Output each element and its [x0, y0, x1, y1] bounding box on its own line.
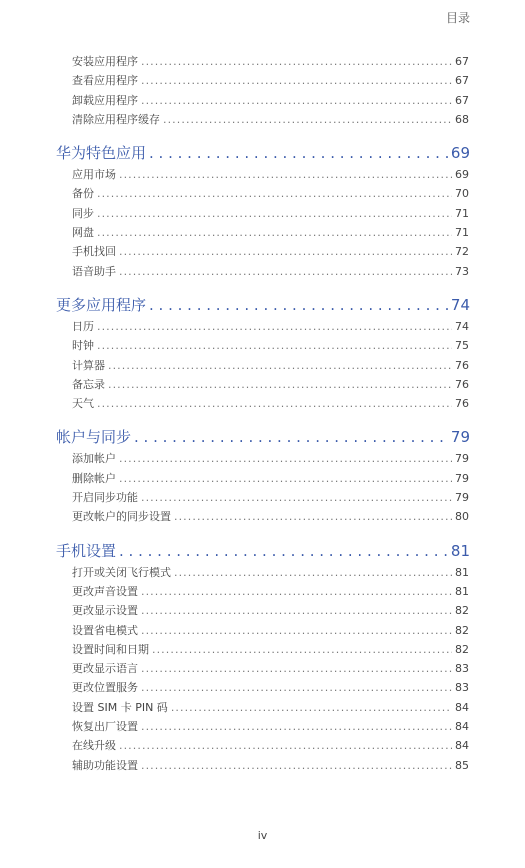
dot-leader: [119, 449, 452, 468]
toc-entry[interactable]: [72, 356, 469, 375]
dot-leader: [149, 141, 448, 165]
toc-pre-entries: [0, 52, 525, 129]
dot-leader: [141, 621, 452, 640]
toc-entry-page: 71: [455, 206, 469, 220]
dot-leader: [141, 756, 452, 775]
toc-entry-page: 84: [455, 720, 469, 734]
dot-leader: [141, 52, 452, 71]
dot-leader: [119, 262, 452, 281]
toc-entry[interactable]: [72, 184, 469, 203]
toc-entry[interactable]: [72, 582, 469, 601]
dot-leader: [134, 425, 448, 449]
toc-entry-page: 67: [455, 74, 469, 88]
toc-section-heading[interactable]: [56, 141, 470, 165]
toc-entry-page: 79: [455, 452, 469, 466]
dot-leader: [174, 507, 452, 526]
toc-entry-title: 天气: [72, 397, 94, 411]
toc-entry-page: 82: [455, 604, 469, 618]
toc-entry-title: 设置省电模式: [72, 623, 138, 637]
toc-entry-title: 卸载应用程序: [72, 93, 138, 107]
dot-leader: [141, 659, 452, 678]
toc-entry-page: 69: [455, 168, 469, 182]
toc-entry-page: 85: [455, 758, 469, 772]
toc-entry-title: 打开或关闭飞行模式: [72, 565, 171, 579]
toc-entry-page: 73: [455, 264, 469, 278]
dot-leader: [141, 717, 452, 736]
toc-entry[interactable]: [72, 717, 469, 736]
toc-entry-title: 更改显示语言: [72, 662, 138, 676]
toc-entry[interactable]: [72, 736, 469, 755]
dot-leader: [163, 110, 452, 129]
toc-section-page: 69: [450, 144, 470, 163]
toc-entry[interactable]: [72, 640, 469, 659]
toc-entry[interactable]: [72, 449, 469, 468]
toc-section: [0, 539, 525, 775]
toc-entry[interactable]: [72, 678, 469, 697]
toc-entry-title: 日历: [72, 319, 94, 333]
toc-section: [0, 425, 525, 526]
toc-entry-page: 67: [455, 93, 469, 107]
toc-entry[interactable]: [72, 507, 469, 526]
dot-leader: [108, 375, 452, 394]
toc-entry[interactable]: [72, 698, 469, 717]
dot-leader: [97, 394, 452, 413]
toc-entry-page: 79: [455, 491, 469, 505]
toc-entry-page: 68: [455, 112, 469, 126]
toc-entry-title: 更改帐户的同步设置: [72, 510, 171, 524]
toc-entry[interactable]: [72, 204, 469, 223]
toc-entry-title: 网盘: [72, 226, 94, 240]
toc-entry[interactable]: [72, 488, 469, 507]
toc-entry-page: 70: [455, 187, 469, 201]
toc-entry[interactable]: [72, 621, 469, 640]
dot-leader: [119, 165, 452, 184]
toc-entry-page: 75: [455, 339, 469, 353]
toc-section: [0, 293, 525, 413]
toc-entry-page: 84: [455, 739, 469, 753]
toc-section-page: 79: [450, 428, 470, 447]
toc-entry-page: 79: [455, 471, 469, 485]
toc-entry-title: 备忘录: [72, 377, 105, 391]
dot-leader: [119, 539, 448, 563]
toc-section: [0, 141, 525, 281]
toc-entry[interactable]: [72, 601, 469, 620]
toc-entry-page: 67: [455, 55, 469, 68]
dot-leader: [141, 678, 452, 697]
dot-leader: [141, 71, 452, 90]
page-number: iv: [257, 829, 268, 842]
toc-entry[interactable]: [72, 756, 469, 775]
toc-entry-title: 同步: [72, 206, 94, 220]
dot-leader: [141, 488, 452, 507]
toc-entry[interactable]: [72, 375, 469, 394]
toc-entry-page: 81: [455, 565, 469, 579]
toc-entry-page: 72: [455, 245, 469, 259]
toc-entry-page: 80: [455, 510, 469, 524]
dot-leader: [97, 336, 452, 355]
toc-entry-page: 81: [455, 584, 469, 598]
toc-entry[interactable]: [72, 659, 469, 678]
toc-entry-title: 更改声音设置: [72, 584, 138, 598]
toc-entry-title: 更改位置服务: [72, 681, 138, 695]
toc-entry-title: 更改显示设置: [72, 604, 138, 618]
toc-entry-page: 76: [455, 358, 469, 372]
toc-section-title: 更多应用程序: [56, 295, 147, 314]
dot-leader: [97, 204, 452, 223]
toc-section-heading[interactable]: [56, 539, 470, 563]
toc-entry-title: 在线升级: [72, 739, 116, 753]
toc-entry-title: 时钟: [72, 339, 94, 353]
toc-entry-title: 设置时间和日期: [72, 642, 149, 656]
table-of-contents: [0, 52, 525, 775]
toc-entry[interactable]: [72, 165, 469, 184]
dot-leader: [119, 736, 452, 755]
toc-entry-title: 设置 SIM 卡 PIN 码: [72, 700, 168, 714]
dot-leader: [149, 293, 448, 317]
dot-leader: [171, 698, 452, 717]
toc-entry-title: 恢复出厂设置: [72, 720, 138, 734]
toc-entry[interactable]: [72, 242, 469, 261]
toc-section-title: 华为特色应用: [56, 144, 147, 163]
toc-section-title: 手机设置: [56, 541, 117, 560]
toc-section-heading[interactable]: [56, 425, 470, 449]
toc-entry-title: 清除应用程序缓存: [72, 112, 160, 126]
dot-leader: [141, 91, 452, 110]
toc-entry-page: 76: [455, 397, 469, 411]
toc-entry[interactable]: [72, 563, 469, 582]
toc-entry-title: 计算器: [72, 358, 105, 372]
dot-leader: [119, 242, 452, 261]
toc-entry[interactable]: [72, 223, 469, 242]
header-label: 目录: [445, 11, 470, 25]
toc-entry-title: 辅助功能设置: [72, 758, 138, 772]
toc-entry[interactable]: [72, 110, 469, 129]
toc-entry-title: 手机找回: [72, 245, 116, 259]
toc-entry-title: 开启同步功能: [72, 491, 138, 505]
toc-entry-title: 应用市场: [72, 168, 116, 182]
toc-entry-page: 71: [455, 226, 469, 240]
toc-entry[interactable]: [72, 317, 469, 336]
dot-leader: [141, 582, 452, 601]
toc-section-title: 帐户与同步: [56, 428, 132, 447]
toc-entry-page: 82: [455, 623, 469, 637]
toc-section-page: 74: [450, 295, 470, 314]
toc-entry-title: 备份: [72, 187, 94, 201]
toc-entry-page: 83: [455, 681, 469, 695]
toc-entry-page: 82: [455, 642, 469, 656]
toc-entry[interactable]: [72, 469, 469, 488]
dot-leader: [97, 184, 452, 203]
toc-section-heading[interactable]: [56, 293, 470, 317]
toc-entry-title: 删除帐户: [72, 471, 116, 485]
toc-entry[interactable]: [72, 71, 469, 90]
dot-leader: [152, 640, 452, 659]
toc-entry[interactable]: [72, 336, 469, 355]
toc-entry-title: 查看应用程序: [72, 74, 138, 88]
toc-entry[interactable]: [72, 91, 469, 110]
toc-entry-title: 添加帐户: [72, 452, 116, 466]
toc-entry[interactable]: [72, 262, 469, 281]
dot-leader: [119, 469, 452, 488]
dot-leader: [97, 317, 452, 336]
toc-entry-page: 74: [455, 319, 469, 333]
dot-leader: [174, 563, 452, 582]
toc-entry[interactable]: [72, 52, 469, 71]
toc-entry-page: 76: [455, 377, 469, 391]
toc-entry-page: 83: [455, 662, 469, 676]
toc-entry-title: 语音助手: [72, 264, 116, 278]
toc-entry-title: 安装应用程序: [72, 55, 138, 68]
dot-leader: [108, 356, 452, 375]
toc-section-page: 81: [450, 541, 470, 560]
dot-leader: [97, 223, 452, 242]
toc-entry-page: 84: [455, 700, 469, 714]
dot-leader: [141, 601, 452, 620]
toc-entry[interactable]: [72, 394, 469, 413]
